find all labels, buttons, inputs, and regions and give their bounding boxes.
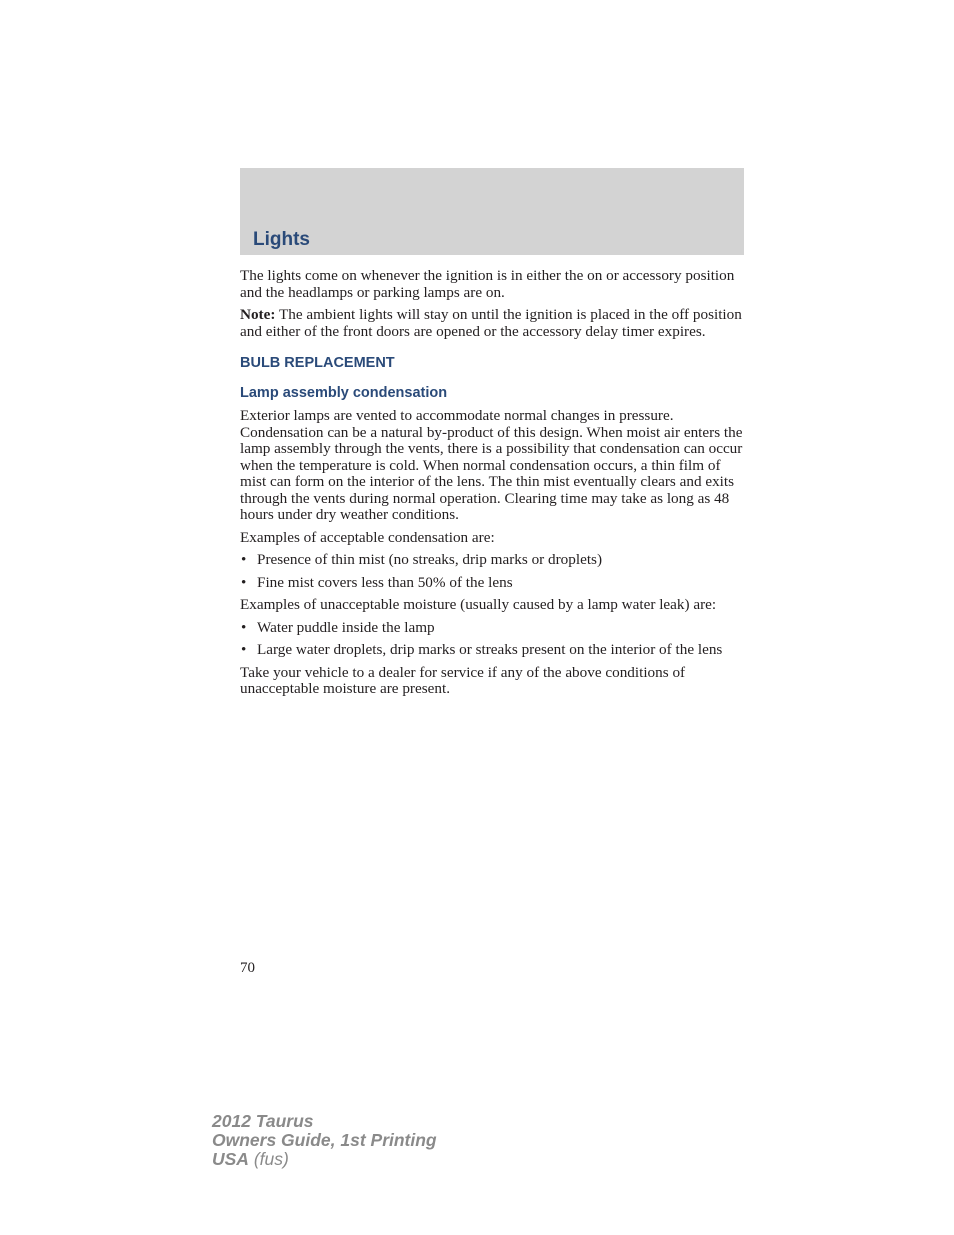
list-item: • Fine mist covers less than 50% of the lens	[241, 573, 513, 591]
list-item: • Water puddle inside the lamp	[241, 618, 435, 636]
condensation-paragraph: Exterior lamps are vented to accommodate normal changes in pressure. Condensation can be a natural by-product of this design. When moist air enters the lamp assembly through the vents, there is a possibility that condensation can occur when the temperature is cold. When normal condensation occurs, a thin film of mist can form on the interior of the lens. The thin mist eventually clears and exits through the vents during normal operation. Clearing time may take as long as 48 hours under dry weather conditions.	[240, 407, 743, 523]
closing-paragraph: Take your vehicle to a dealer for service if any of the above conditions of unacceptable moisture are present.	[240, 663, 686, 697]
note-label: Note:	[240, 306, 276, 323]
footer-model: 2012 Taurus	[212, 1111, 314, 1131]
acceptable-list	[240, 552, 744, 591]
section-header-band	[240, 168, 744, 255]
page-content	[240, 268, 744, 704]
bullet: •	[241, 618, 247, 636]
list-item: • Large water droplets, drip marks or streaks present on the interior of the lens	[241, 641, 723, 658]
page-number: 70	[240, 960, 255, 976]
unacceptable-list	[240, 620, 744, 659]
acceptable-intro: Examples of acceptable condensation are:	[240, 528, 495, 546]
note-text: The ambient lights will stay on until the ignition is placed in the off position and either of the front doors are opened or the accessory delay timer expires.	[240, 306, 742, 340]
subsection-heading: Lamp assembly condensation	[240, 385, 448, 401]
note-paragraph	[240, 307, 744, 340]
bullet: •	[241, 551, 247, 568]
unacceptable-intro: Examples of unacceptable moisture (usually caused by a lamp water leak) are:	[240, 596, 717, 613]
intro-paragraph: The lights come on whenever the ignition is in either the on or accessory position and the headlamps or parking lamps are on.	[240, 267, 735, 301]
section-heading: BULB REPLACEMENT	[240, 355, 395, 371]
bullet: •	[241, 573, 247, 591]
page-title: Lights	[253, 229, 310, 250]
footer-region: USA (fus)	[212, 1149, 289, 1169]
document-footer	[212, 1112, 437, 1169]
bullet: •	[241, 641, 247, 658]
list-item: • Presence of thin mist (no streaks, drip marks or droplets)	[241, 551, 603, 568]
footer-guide: Owners Guide, 1st Printing	[212, 1130, 437, 1150]
